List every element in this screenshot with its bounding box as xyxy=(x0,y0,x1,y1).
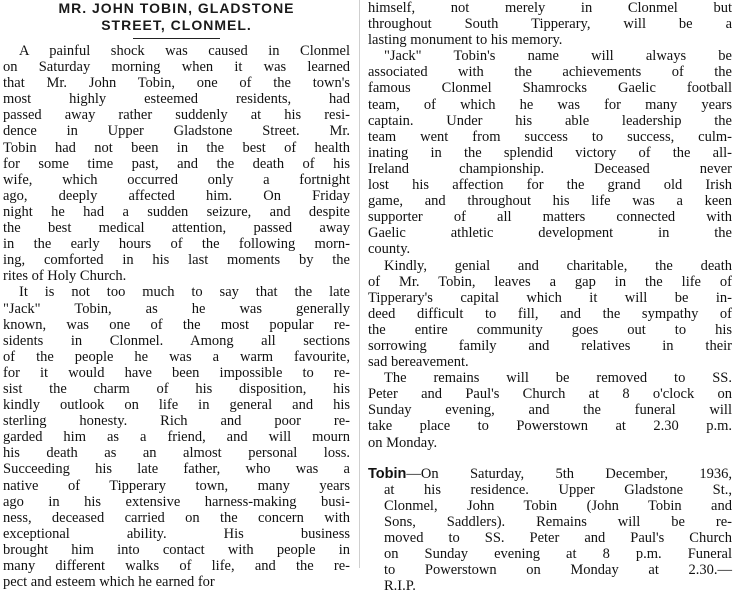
notice-line: at his residence. Upper Gladstone St., xyxy=(384,481,732,498)
paragraph-line: sad bereavement. xyxy=(368,354,469,371)
paragraph-line: many different walks of life, and the re- xyxy=(3,558,350,574)
paragraph-line: on Monday. xyxy=(368,434,438,451)
death-notice xyxy=(368,466,732,594)
article-paragraph xyxy=(3,43,350,284)
article-paragraph xyxy=(3,284,350,590)
paragraph-line: brought him into contact with people in xyxy=(3,541,350,558)
paragraph-line: night he had a sudden seizure, and despite xyxy=(3,203,350,220)
paragraph-line: It is not too much to say that the late xyxy=(19,284,350,301)
paragraph-line: Peter and Paul's Church at 8 o'clock on xyxy=(368,386,732,403)
paragraph-line: sist the charm of his disposition, his xyxy=(3,380,350,397)
paragraph-line: ago, deeply affected him. On Friday xyxy=(3,187,350,204)
paragraph-line: kindly outlook on life in general and his xyxy=(3,397,350,414)
article-headline xyxy=(3,0,350,34)
notice-line: Sons, Saddlers). Remains will be re- xyxy=(384,513,732,530)
paragraph-line: dence in Upper Gladstone Street. Mr. xyxy=(3,123,350,140)
paragraph-line: for some time past, and the death of his xyxy=(3,155,350,172)
paragraph-line: native of Tipperary town, many years xyxy=(3,477,350,494)
paragraph-line: rites of Holy Church. xyxy=(3,268,127,285)
paragraph-line: ing, comforted in his last moments by the xyxy=(3,252,350,269)
paragraph-line: associated with the achievements of the xyxy=(368,64,732,81)
paragraph-line: captain. Under his able leadership the xyxy=(368,112,732,129)
paragraph-line: his death as an almost personal loss. xyxy=(3,445,350,462)
paragraph-line: Tipperary's capital which it will be in- xyxy=(368,289,732,306)
paragraph-line: "Jack" Tobin's name will always be xyxy=(384,48,732,65)
paragraph-line: Succeeding his late father, who was a xyxy=(3,461,350,478)
paragraph-line: on Saturday morning when it was learned xyxy=(3,59,350,76)
paragraph-line: ago in his extensive harness-making busi- xyxy=(3,493,350,510)
notice-line-text: —On Saturday, 5th December, 1936, xyxy=(406,465,732,482)
paragraph-line: game, and throughout his life was a keen xyxy=(368,193,732,210)
paragraph-line: lost his affection for the grand old Irish xyxy=(368,177,732,194)
paragraph-line: in the early hours of the following morn- xyxy=(3,236,350,253)
paragraph-line: known, was one of the most popular re- xyxy=(3,316,350,333)
article-paragraph xyxy=(368,370,732,450)
notice-line: to Powerstown on Monday at 2.30.— xyxy=(384,562,732,579)
paragraph-line: sterling honesty. Rich and poor re- xyxy=(3,413,350,430)
paragraph-line: team, of which he was for many years xyxy=(368,96,732,113)
paragraph-line: Gaelic athletic development in the xyxy=(368,225,732,242)
notice-line: R.I.P. xyxy=(384,578,416,594)
right-article-body xyxy=(368,0,732,451)
paragraph-line: that Mr. John Tobin, one of the town's xyxy=(3,75,350,92)
headline-rule xyxy=(133,38,220,39)
paragraph-line: A painful shock was caused in Clonmel xyxy=(19,43,350,59)
paragraph-line: ness, deceased carried on the concern with xyxy=(3,509,350,526)
notice-line: on Sunday evening at 8 p.m. Funeral xyxy=(384,546,732,563)
notice-line: Clonmel, John Tobin (John Tobin and xyxy=(384,497,732,514)
paragraph-line: supporter of all matters connected with xyxy=(368,209,732,226)
paragraph-line: garded him as a friend, and will mourn xyxy=(3,429,350,446)
paragraph-line: Tobin had not been in the best of health xyxy=(3,139,350,156)
paragraph-line: pect and esteem which he earned for xyxy=(3,574,215,591)
paragraph-line: passed away rather suddenly at his resi- xyxy=(3,107,350,124)
paragraph-line: of Mr. Tobin, leaves a gap in the life of xyxy=(368,273,732,290)
left-article-body xyxy=(3,43,350,590)
paragraph-line: sorrowing family and relatives in their xyxy=(368,337,732,354)
paragraph-line: lasting monument to his memory. xyxy=(368,32,563,49)
column-divider xyxy=(359,0,360,568)
article-paragraph xyxy=(368,48,732,257)
paragraph-line: of the people he was a warm favourite, xyxy=(3,348,350,365)
paragraph-line: for it would have been impossible to re- xyxy=(3,364,350,381)
paragraph-line: most highly esteemed residents, had xyxy=(3,91,350,108)
paragraph-line: Sunday evening, and the funeral will xyxy=(368,402,732,419)
paragraph-line: take place to Powerstown at 2.30 p.m. xyxy=(368,418,732,435)
paragraph-line: Ireland championship. Deceased never xyxy=(368,160,732,177)
right-column xyxy=(368,0,732,594)
paragraph-line: deed difficult to fill, and the sympathy of xyxy=(368,305,732,322)
article-paragraph xyxy=(368,258,732,371)
paragraph-line: county. xyxy=(368,241,411,258)
paragraph-line: wife, which occurred only a fortnight xyxy=(3,171,350,188)
paragraph-line: himself, not merely in Clonmel but xyxy=(368,0,732,16)
paragraph-line: Kindly, genial and charitable, the death xyxy=(384,257,732,274)
paragraph-line: exceptional ability. His business xyxy=(3,525,350,542)
paragraph-line: throughout South Tipperary, will be a xyxy=(368,16,732,33)
paragraph-line: famous Clonmel Shamrocks Gaelic football xyxy=(368,80,732,97)
paragraph-line: The remains will be removed to SS. xyxy=(384,370,732,387)
notice-name: Tobin xyxy=(368,465,407,482)
paragraph-line: "Jack" Tobin, as he was generally xyxy=(3,300,350,317)
article-paragraph xyxy=(368,0,732,48)
paragraph-line: team went from success to success, culm- xyxy=(368,128,732,145)
headline-line: STREET, CLONMEL. xyxy=(101,17,252,33)
notice-line: moved to SS. Peter and Paul's Church xyxy=(384,530,732,546)
paragraph-line: the entire community goes out to his xyxy=(368,321,732,338)
left-column xyxy=(3,0,350,590)
headline-line: MR. JOHN TOBIN, GLADSTONE xyxy=(58,0,295,16)
notice-line xyxy=(368,466,732,482)
paragraph-line: sidents in Clonmel. Among all sections xyxy=(3,332,350,349)
paragraph-line: inating in the splendid victory of the all- xyxy=(368,144,732,161)
paragraph-line: the best medical attention, passed away xyxy=(3,220,350,237)
